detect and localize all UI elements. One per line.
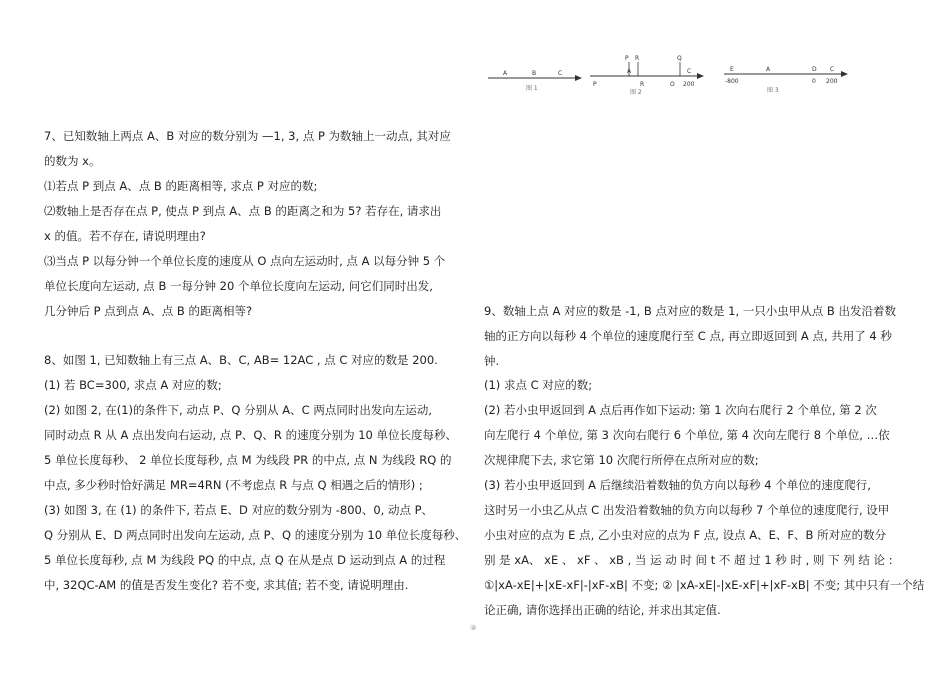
q9-line: 向左爬行 4 个单位, 第 3 次向右爬行 6 个单位, 第 4 次向左爬行 8 个单位, …依 [484,428,890,442]
q9-line: 这时另一小虫乙从点 C 出发沿着数轴的负方向以每秒 7 个单位的速度爬行, 设甲 [484,503,890,517]
q7-line: 的数为 x。 [44,154,101,168]
q9-line: ①|xA-xE|+|xE-xF|-|xF-xB| 不变; ② |xA-xE|-|xE-xF|+|xF-xB| 不变; 其中只有一个结 [484,578,925,592]
fig2-label-Q-top: Q [677,55,682,62]
figure-1 [486,64,586,94]
fig3-value-0: 0 [812,78,816,85]
q9-line: 钟. [484,354,500,368]
q7-line: ⑶当点 P 以每分钟一个单位长度的速度从 O 点向左运动时, 点 A 以每分钟 5 个 [44,254,446,268]
number-line-2 [588,52,708,96]
q7-line: x 的值。若不存在, 请说明理由? [44,229,206,243]
fig2-label-P: P [593,81,597,88]
q8-line: Q 分别从 E、D 两点同时出发向左运动, 点 P、Q 的速度分别为 10 单位长度每秒、 [44,528,467,542]
q8-line: 中点, 多少秒时恰好满足 MR=4RN (不考虑点 R 与点 Q 相遇之后的情形) ; [44,478,423,492]
q8-line: 同时动点 R 从 A 点出发向右运动, 点 P、Q、R 的速度分别为 10 单位长度每秒、 [44,428,458,442]
fig3-label-A: A [766,66,771,73]
q9-line: (3) 若小虫甲返回到 A 后继续沿着数轴的负方向以每秒 4 个单位的速度爬行, [484,478,871,492]
fig1-label-A: A [503,70,508,77]
figure-3 [722,62,852,98]
q7-line: ⑴若点 P 到点 A、点 B 的距离相等, 求点 P 对应的数; [44,179,318,193]
q7-line: 几分钟后 P 点到点 A、点 B 的距离相等? [44,304,253,318]
q7-line: 7、已知数轴上两点 A、B 对应的数分别为 —1, 3, 点 P 为数轴上一动点, 其对应 [44,129,451,143]
fig3-value-neg800: -800 [725,78,739,85]
q9-line: 次规律爬下去, 求它第 10 次爬行所停在点所对应的数; [484,453,759,467]
q9-line: 轴的正方向以每秒 4 个单位的速度爬行至 C 点, 再立即返回到 A 点, 共用了 4 秒 [484,329,892,343]
number-line-1 [486,64,586,94]
fig2-label-C: C [687,68,692,75]
fig2-caption: 图 2 [630,89,642,96]
q9-line: 9、数轴上点 A 对应的数是 -1, B 点对应的数是 1, 一只小虫甲从点 B 出发沿着数 [484,304,896,318]
q9-line: (1) 求点 C 对应的数; [484,378,593,392]
fig3-caption: 图 3 [767,87,779,94]
q8-line: (2) 如图 2, 在(1)的条件下, 动点 P、Q 分别从 A、C 两点同时出发向左运动, [44,403,432,417]
q8-line: 5 单位长度每秒、 2 单位长度每秒, 点 M 为线段 PR 的中点, 点 N 为线段 RQ 的 [44,453,452,467]
q8-line: 5 单位长度每秒, 点 M 为线段 PQ 的中点, 点 Q 在从是点 D 运动到点 A 的过程 [44,553,446,567]
fig2-label-P-top: P [625,55,629,62]
q9-line: 小虫对应的点为 E 点, 乙小虫对应的点为 F 点, 设点 A、E、F、B 所对应的数分 [484,528,887,542]
fig2-label-A: A [627,68,632,75]
fig3-label-D: D [812,66,817,73]
q7-line: ⑵数轴上是否存在点 P, 使点 P 到点 A、点 B 的距离之和为 5? 若存在, 请求出 [44,204,442,218]
fig3-label-C: C [830,66,835,73]
q9-line: 别 是 xA、 xE 、 xF 、 xB , 当 运 动 时 间 t 不 超 过 1 秒 时 , 则 下 列 结 论 : [484,553,893,567]
fig1-label-B: B [532,70,537,77]
q9-line: 论正确, 请你选择出正确的结论, 并求出其定值. [484,603,721,617]
q8-line: (3) 如图 3, 在 (1) 的条件下, 若点 E、D 对应的数分别为 -800、0, 动点 P、 [44,503,434,517]
fig3-value-200: 200 [826,78,838,85]
fig2-value-200: 200 [683,81,695,88]
fig1-caption: 图 1 [526,85,538,92]
fig2-label-R-top: R [635,55,640,62]
fig2-label-O: O [670,81,675,88]
figure-2 [588,52,708,96]
q8-line: 中, 32QC-AM 的值是否发生变化? 若不变, 求其值; 若不变, 请说明理由. [44,578,409,592]
number-line-3 [722,62,852,98]
fig2-label-R: R [640,81,645,88]
page-marker: ③ [470,624,477,632]
q9-line: (2) 若小虫甲返回到 A 点后再作如下运动: 第 1 次向右爬行 2 个单位, 第 2 次 [484,403,877,417]
q8-line: 8、如图 1, 已知数轴上有三点 A、B、C, AB= 12AC , 点 C 对应的数是 200. [44,353,438,367]
q8-line: (1) 若 BC=300, 求点 A 对应的数; [44,378,222,392]
fig3-label-E: E [730,66,734,73]
fig1-label-C: C [558,70,563,77]
q7-line: 单位长度向左运动, 点 B 一每分钟 20 个单位长度向左运动, 问它们同时出发, [44,279,433,293]
